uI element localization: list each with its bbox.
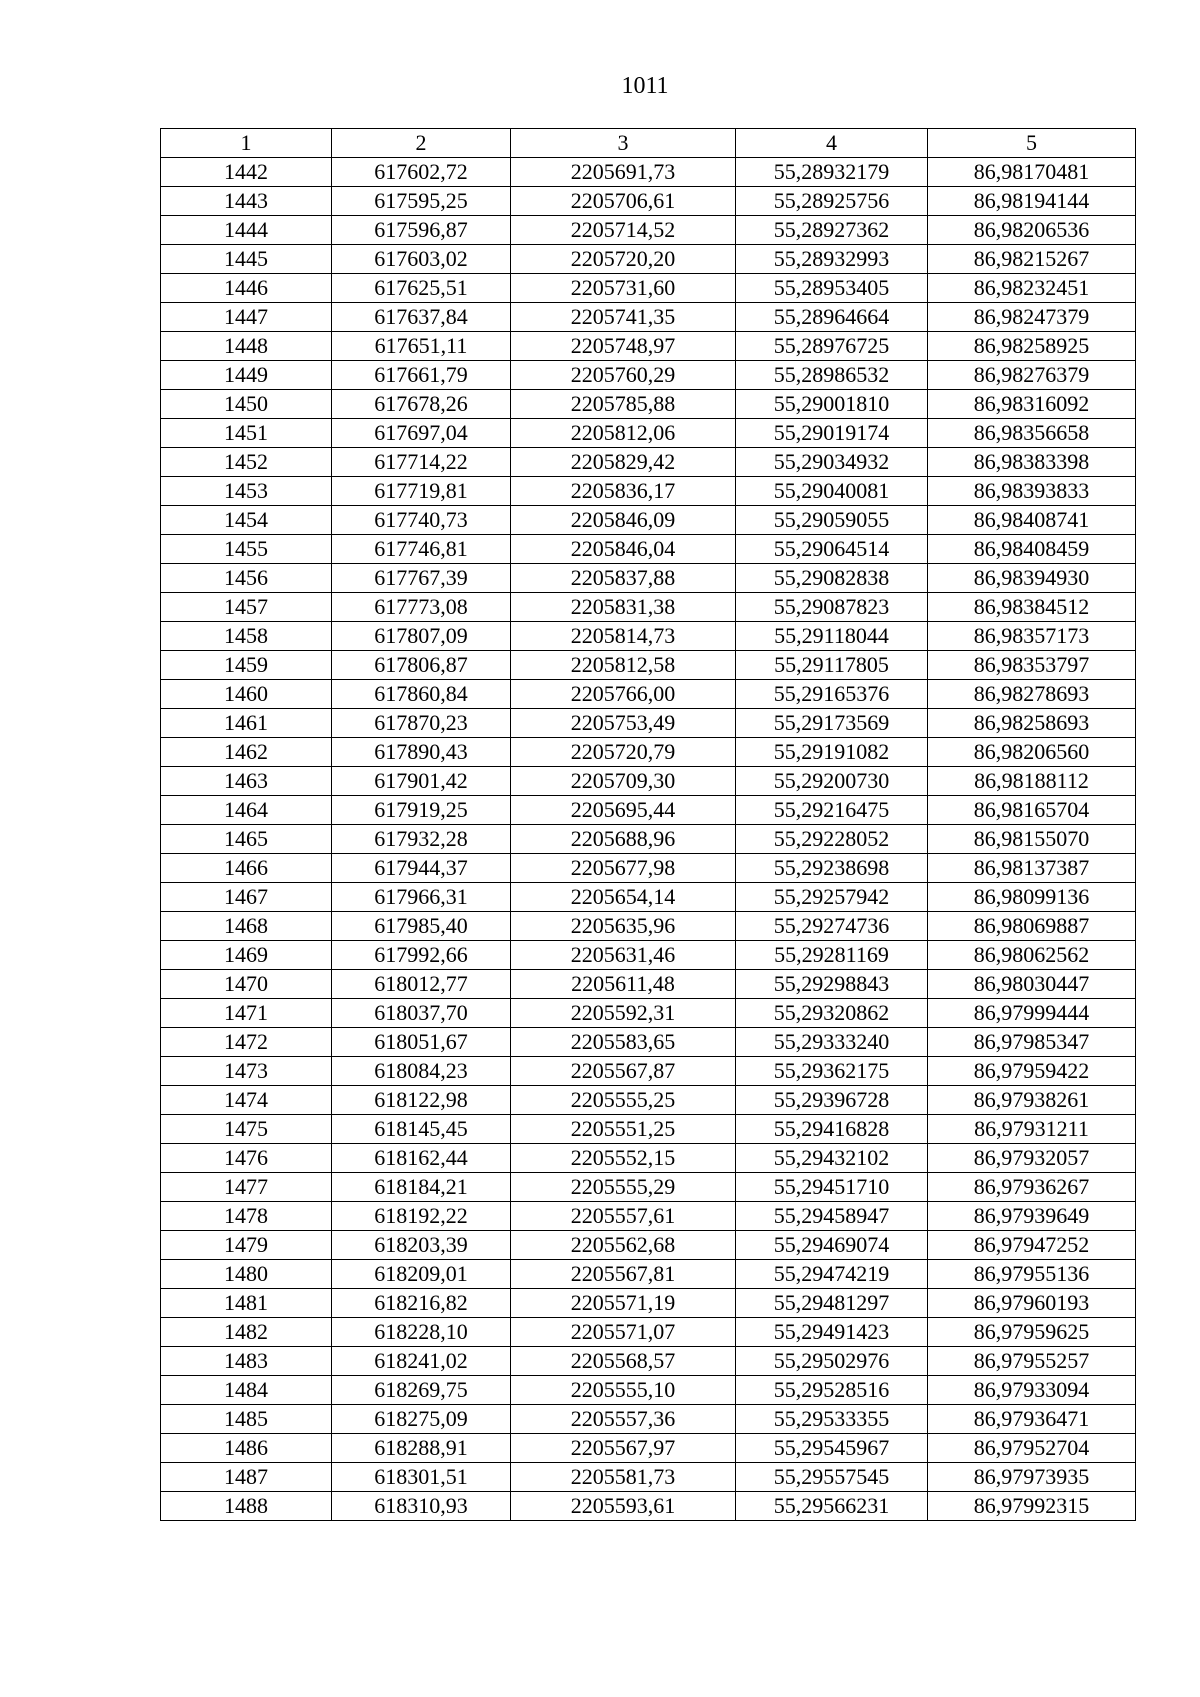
table-cell: 1485 <box>161 1405 332 1434</box>
table-cell: 618051,67 <box>332 1028 511 1057</box>
column-header: 1 <box>161 129 332 158</box>
table-row <box>161 1492 1136 1521</box>
table-cell: 55,29034932 <box>736 448 928 477</box>
table-cell: 2205720,79 <box>511 738 736 767</box>
table-row <box>161 187 1136 216</box>
table-cell: 2205557,36 <box>511 1405 736 1434</box>
table-row <box>161 245 1136 274</box>
table-cell: 86,98384512 <box>928 593 1136 622</box>
table-cell: 618269,75 <box>332 1376 511 1405</box>
table-cell: 2205555,10 <box>511 1376 736 1405</box>
table-cell: 2205837,88 <box>511 564 736 593</box>
table-cell: 86,98258693 <box>928 709 1136 738</box>
table-cell: 2205555,25 <box>511 1086 736 1115</box>
table-cell: 2205557,61 <box>511 1202 736 1231</box>
table-cell: 55,29333240 <box>736 1028 928 1057</box>
table-cell: 2205552,15 <box>511 1144 736 1173</box>
table-cell: 617944,37 <box>332 854 511 883</box>
table-cell: 55,29416828 <box>736 1115 928 1144</box>
table-cell: 86,98394930 <box>928 564 1136 593</box>
table-cell: 55,29491423 <box>736 1318 928 1347</box>
table-cell: 2205567,87 <box>511 1057 736 1086</box>
table-cell: 55,29087823 <box>736 593 928 622</box>
table-cell: 2205592,31 <box>511 999 736 1028</box>
table-cell: 86,98062562 <box>928 941 1136 970</box>
table-cell: 1468 <box>161 912 332 941</box>
table-row <box>161 796 1136 825</box>
table-cell: 55,28927362 <box>736 216 928 245</box>
table-cell: 617746,81 <box>332 535 511 564</box>
table-cell: 617966,31 <box>332 883 511 912</box>
table-cell: 55,28976725 <box>736 332 928 361</box>
table-cell: 617919,25 <box>332 796 511 825</box>
table-cell: 86,97936471 <box>928 1405 1136 1434</box>
column-header: 3 <box>511 129 736 158</box>
table-cell: 86,98215267 <box>928 245 1136 274</box>
table-cell: 1479 <box>161 1231 332 1260</box>
table-cell: 2205785,88 <box>511 390 736 419</box>
table-cell: 1444 <box>161 216 332 245</box>
table-cell: 86,98155070 <box>928 825 1136 854</box>
table-cell: 2205568,57 <box>511 1347 736 1376</box>
table-cell: 617860,84 <box>332 680 511 709</box>
table-cell: 86,98165704 <box>928 796 1136 825</box>
table-cell: 1473 <box>161 1057 332 1086</box>
table-cell: 86,97955257 <box>928 1347 1136 1376</box>
table-cell: 86,98276379 <box>928 361 1136 390</box>
table-cell: 86,97939649 <box>928 1202 1136 1231</box>
table-row <box>161 1144 1136 1173</box>
table-cell: 2205583,65 <box>511 1028 736 1057</box>
table-cell: 617767,39 <box>332 564 511 593</box>
table-cell: 55,29451710 <box>736 1173 928 1202</box>
table-cell: 618162,44 <box>332 1144 511 1173</box>
table-row <box>161 912 1136 941</box>
table-row <box>161 1231 1136 1260</box>
table-cell: 55,29064514 <box>736 535 928 564</box>
table-cell: 86,98383398 <box>928 448 1136 477</box>
table-row <box>161 1173 1136 1202</box>
table-body <box>161 158 1136 1521</box>
table-row <box>161 1057 1136 1086</box>
table-cell: 1484 <box>161 1376 332 1405</box>
table-row <box>161 477 1136 506</box>
table-cell: 1475 <box>161 1115 332 1144</box>
table-cell: 86,97959422 <box>928 1057 1136 1086</box>
table-row <box>161 1405 1136 1434</box>
table-cell: 55,29216475 <box>736 796 928 825</box>
table-cell: 1471 <box>161 999 332 1028</box>
table-row <box>161 1260 1136 1289</box>
table-row <box>161 1463 1136 1492</box>
table-row <box>161 158 1136 187</box>
table-cell: 2205720,20 <box>511 245 736 274</box>
table-cell: 86,97936267 <box>928 1173 1136 1202</box>
table-cell: 2205831,38 <box>511 593 736 622</box>
table-cell: 55,29238698 <box>736 854 928 883</box>
table-row <box>161 332 1136 361</box>
table-cell: 55,29298843 <box>736 970 928 999</box>
table-cell: 1452 <box>161 448 332 477</box>
table-cell: 617625,51 <box>332 274 511 303</box>
table-cell: 2205714,52 <box>511 216 736 245</box>
table-cell: 1470 <box>161 970 332 999</box>
table-cell: 1455 <box>161 535 332 564</box>
table-cell: 2205688,96 <box>511 825 736 854</box>
table-header <box>161 129 1136 158</box>
table-cell: 1458 <box>161 622 332 651</box>
table-cell: 618209,01 <box>332 1260 511 1289</box>
table-cell: 55,29458947 <box>736 1202 928 1231</box>
table-cell: 617661,79 <box>332 361 511 390</box>
table-cell: 55,29019174 <box>736 419 928 448</box>
table-cell: 55,28932993 <box>736 245 928 274</box>
table-cell: 618241,02 <box>332 1347 511 1376</box>
table-cell: 86,97985347 <box>928 1028 1136 1057</box>
table-row <box>161 506 1136 535</box>
table-cell: 1480 <box>161 1260 332 1289</box>
table-cell: 86,97938261 <box>928 1086 1136 1115</box>
table-cell: 617596,87 <box>332 216 511 245</box>
table-cell: 86,97959625 <box>928 1318 1136 1347</box>
table-cell: 86,98194144 <box>928 187 1136 216</box>
table-row <box>161 390 1136 419</box>
table-cell: 618037,70 <box>332 999 511 1028</box>
table-cell: 1474 <box>161 1086 332 1115</box>
table-cell: 1483 <box>161 1347 332 1376</box>
table-cell: 1442 <box>161 158 332 187</box>
table-cell: 2205753,49 <box>511 709 736 738</box>
table-cell: 86,98357173 <box>928 622 1136 651</box>
table-row <box>161 970 1136 999</box>
table-cell: 1454 <box>161 506 332 535</box>
table-cell: 86,98232451 <box>928 274 1136 303</box>
table-cell: 2205748,97 <box>511 332 736 361</box>
table-cell: 55,29469074 <box>736 1231 928 1260</box>
table-cell: 1469 <box>161 941 332 970</box>
table-cell: 617740,73 <box>332 506 511 535</box>
table-cell: 1482 <box>161 1318 332 1347</box>
table-cell: 2205846,09 <box>511 506 736 535</box>
table-cell: 86,98137387 <box>928 854 1136 883</box>
table-cell: 55,28932179 <box>736 158 928 187</box>
table-cell: 1465 <box>161 825 332 854</box>
table-cell: 2205760,29 <box>511 361 736 390</box>
table-cell: 1459 <box>161 651 332 680</box>
table-row <box>161 361 1136 390</box>
table-row <box>161 1202 1136 1231</box>
table-cell: 55,29502976 <box>736 1347 928 1376</box>
table-cell: 2205551,25 <box>511 1115 736 1144</box>
table-cell: 617985,40 <box>332 912 511 941</box>
table-cell: 55,29040081 <box>736 477 928 506</box>
table-cell: 2205593,61 <box>511 1492 736 1521</box>
table-cell: 1486 <box>161 1434 332 1463</box>
table-cell: 1477 <box>161 1173 332 1202</box>
table-cell: 2205562,68 <box>511 1231 736 1260</box>
table-cell: 2205571,19 <box>511 1289 736 1318</box>
table-cell: 1481 <box>161 1289 332 1318</box>
table-cell: 86,98099136 <box>928 883 1136 912</box>
table-cell: 55,29118044 <box>736 622 928 651</box>
table-cell: 86,97933094 <box>928 1376 1136 1405</box>
table-cell: 617890,43 <box>332 738 511 767</box>
table-cell: 86,98408741 <box>928 506 1136 535</box>
table-row <box>161 999 1136 1028</box>
table-cell: 55,29481297 <box>736 1289 928 1318</box>
table-cell: 86,98030447 <box>928 970 1136 999</box>
table-cell: 86,98188112 <box>928 767 1136 796</box>
table-row <box>161 1318 1136 1347</box>
table-cell: 2205846,04 <box>511 535 736 564</box>
table-row <box>161 303 1136 332</box>
table-cell: 1466 <box>161 854 332 883</box>
table-cell: 86,98170481 <box>928 158 1136 187</box>
header-row <box>161 129 1136 158</box>
table-cell: 55,29474219 <box>736 1260 928 1289</box>
table-cell: 86,97999444 <box>928 999 1136 1028</box>
table-cell: 617602,72 <box>332 158 511 187</box>
table-cell: 617992,66 <box>332 941 511 970</box>
table-row <box>161 593 1136 622</box>
table-row <box>161 825 1136 854</box>
table-cell: 55,29274736 <box>736 912 928 941</box>
table-cell: 618184,21 <box>332 1173 511 1202</box>
table-row <box>161 1347 1136 1376</box>
column-header: 4 <box>736 129 928 158</box>
table-cell: 1463 <box>161 767 332 796</box>
table-cell: 618122,98 <box>332 1086 511 1115</box>
table-cell: 55,29545967 <box>736 1434 928 1463</box>
table-cell: 86,97952704 <box>928 1434 1136 1463</box>
table-cell: 618203,39 <box>332 1231 511 1260</box>
table-cell: 55,29396728 <box>736 1086 928 1115</box>
table-row <box>161 1115 1136 1144</box>
table-cell: 618310,93 <box>332 1492 511 1521</box>
table-cell: 55,29557545 <box>736 1463 928 1492</box>
table-row <box>161 1289 1136 1318</box>
table-row <box>161 448 1136 477</box>
table-row <box>161 419 1136 448</box>
table-cell: 617595,25 <box>332 187 511 216</box>
table-cell: 55,29281169 <box>736 941 928 970</box>
table-cell: 2205812,06 <box>511 419 736 448</box>
table-cell: 2205691,73 <box>511 158 736 187</box>
table-row <box>161 1086 1136 1115</box>
table-cell: 1476 <box>161 1144 332 1173</box>
table-cell: 617678,26 <box>332 390 511 419</box>
table-cell: 1464 <box>161 796 332 825</box>
table-cell: 55,29566231 <box>736 1492 928 1521</box>
table-cell: 1457 <box>161 593 332 622</box>
table-row <box>161 1434 1136 1463</box>
table-cell: 617714,22 <box>332 448 511 477</box>
table-cell: 2205635,96 <box>511 912 736 941</box>
table-cell: 55,29528516 <box>736 1376 928 1405</box>
table-cell: 55,28925756 <box>736 187 928 216</box>
table-cell: 2205555,29 <box>511 1173 736 1202</box>
table-cell: 618012,77 <box>332 970 511 999</box>
table-cell: 1487 <box>161 1463 332 1492</box>
table-row <box>161 651 1136 680</box>
table-cell: 2205741,35 <box>511 303 736 332</box>
table-cell: 86,98353797 <box>928 651 1136 680</box>
table-cell: 618216,82 <box>332 1289 511 1318</box>
table-cell: 2205567,81 <box>511 1260 736 1289</box>
table-row <box>161 709 1136 738</box>
table-cell: 1449 <box>161 361 332 390</box>
table-row <box>161 767 1136 796</box>
table-cell: 55,28953405 <box>736 274 928 303</box>
table-cell: 86,97932057 <box>928 1144 1136 1173</box>
table-cell: 1478 <box>161 1202 332 1231</box>
table-cell: 1443 <box>161 187 332 216</box>
table-cell: 618192,22 <box>332 1202 511 1231</box>
table-cell: 86,97960193 <box>928 1289 1136 1318</box>
table-cell: 2205709,30 <box>511 767 736 796</box>
table-cell: 55,29191082 <box>736 738 928 767</box>
table-cell: 2205654,14 <box>511 883 736 912</box>
table-cell: 55,29173569 <box>736 709 928 738</box>
table-cell: 55,29001810 <box>736 390 928 419</box>
table-cell: 86,98258925 <box>928 332 1136 361</box>
table-cell: 618301,51 <box>332 1463 511 1492</box>
table-row <box>161 274 1136 303</box>
table-cell: 86,97947252 <box>928 1231 1136 1260</box>
table-cell: 55,28986532 <box>736 361 928 390</box>
table-cell: 86,97973935 <box>928 1463 1136 1492</box>
page-number: 1011 <box>621 73 669 99</box>
table-cell: 2205677,98 <box>511 854 736 883</box>
table-cell: 86,98356658 <box>928 419 1136 448</box>
table-cell: 1448 <box>161 332 332 361</box>
table-cell: 55,29228052 <box>736 825 928 854</box>
table-cell: 86,97992315 <box>928 1492 1136 1521</box>
table-row <box>161 738 1136 767</box>
table-cell: 86,97931211 <box>928 1115 1136 1144</box>
table-cell: 55,29082838 <box>736 564 928 593</box>
table-row <box>161 854 1136 883</box>
table-cell: 2205631,46 <box>511 941 736 970</box>
table-cell: 2205731,60 <box>511 274 736 303</box>
table-cell: 617807,09 <box>332 622 511 651</box>
table-cell: 55,29362175 <box>736 1057 928 1086</box>
table-cell: 617697,04 <box>332 419 511 448</box>
table-row <box>161 216 1136 245</box>
table-cell: 55,29059055 <box>736 506 928 535</box>
table-cell: 618275,09 <box>332 1405 511 1434</box>
table-cell: 1445 <box>161 245 332 274</box>
table-cell: 1447 <box>161 303 332 332</box>
table-row <box>161 1028 1136 1057</box>
coordinates-table <box>160 128 1136 1521</box>
table-cell: 1460 <box>161 680 332 709</box>
table-cell: 2205829,42 <box>511 448 736 477</box>
table-cell: 86,98206560 <box>928 738 1136 767</box>
table-cell: 617806,87 <box>332 651 511 680</box>
table-cell: 1461 <box>161 709 332 738</box>
table-cell: 617603,02 <box>332 245 511 274</box>
table-cell: 617651,11 <box>332 332 511 361</box>
table-cell: 1446 <box>161 274 332 303</box>
table-cell: 1450 <box>161 390 332 419</box>
table-cell: 1453 <box>161 477 332 506</box>
table-cell: 2205695,44 <box>511 796 736 825</box>
table-row <box>161 680 1136 709</box>
table-cell: 86,98069887 <box>928 912 1136 941</box>
table-cell: 55,28964664 <box>736 303 928 332</box>
table-cell: 617901,42 <box>332 767 511 796</box>
table-cell: 2205706,61 <box>511 187 736 216</box>
table-cell: 2205836,17 <box>511 477 736 506</box>
table-cell: 617932,28 <box>332 825 511 854</box>
table-cell: 618228,10 <box>332 1318 511 1347</box>
table-cell: 2205766,00 <box>511 680 736 709</box>
table-row <box>161 535 1136 564</box>
table-cell: 86,98247379 <box>928 303 1136 332</box>
table-cell: 55,29432102 <box>736 1144 928 1173</box>
table-cell: 55,29257942 <box>736 883 928 912</box>
table-cell: 55,29117805 <box>736 651 928 680</box>
table-row <box>161 622 1136 651</box>
table-cell: 617773,08 <box>332 593 511 622</box>
table-cell: 617870,23 <box>332 709 511 738</box>
table-cell: 1456 <box>161 564 332 593</box>
table-cell: 2205814,73 <box>511 622 736 651</box>
table-cell: 617637,84 <box>332 303 511 332</box>
table-cell: 2205581,73 <box>511 1463 736 1492</box>
table-cell: 86,98316092 <box>928 390 1136 419</box>
table-row <box>161 883 1136 912</box>
table-cell: 618084,23 <box>332 1057 511 1086</box>
table-cell: 1472 <box>161 1028 332 1057</box>
table-cell: 2205567,97 <box>511 1434 736 1463</box>
table-row <box>161 564 1136 593</box>
column-header: 5 <box>928 129 1136 158</box>
table-cell: 2205611,48 <box>511 970 736 999</box>
table-cell: 2205812,58 <box>511 651 736 680</box>
table-cell: 1488 <box>161 1492 332 1521</box>
table-cell: 55,29165376 <box>736 680 928 709</box>
table-cell: 617719,81 <box>332 477 511 506</box>
table-row <box>161 1376 1136 1405</box>
table-cell: 618288,91 <box>332 1434 511 1463</box>
table-cell: 1462 <box>161 738 332 767</box>
table-cell: 55,29533355 <box>736 1405 928 1434</box>
table-cell: 86,98278693 <box>928 680 1136 709</box>
table-cell: 55,29200730 <box>736 767 928 796</box>
table-cell: 86,98206536 <box>928 216 1136 245</box>
table-cell: 55,29320862 <box>736 999 928 1028</box>
table-cell: 86,97955136 <box>928 1260 1136 1289</box>
table-cell: 86,98408459 <box>928 535 1136 564</box>
table-cell: 618145,45 <box>332 1115 511 1144</box>
table-cell: 86,98393833 <box>928 477 1136 506</box>
table-cell: 2205571,07 <box>511 1318 736 1347</box>
table-row <box>161 941 1136 970</box>
column-header: 2 <box>332 129 511 158</box>
table-cell: 1467 <box>161 883 332 912</box>
table-cell: 1451 <box>161 419 332 448</box>
